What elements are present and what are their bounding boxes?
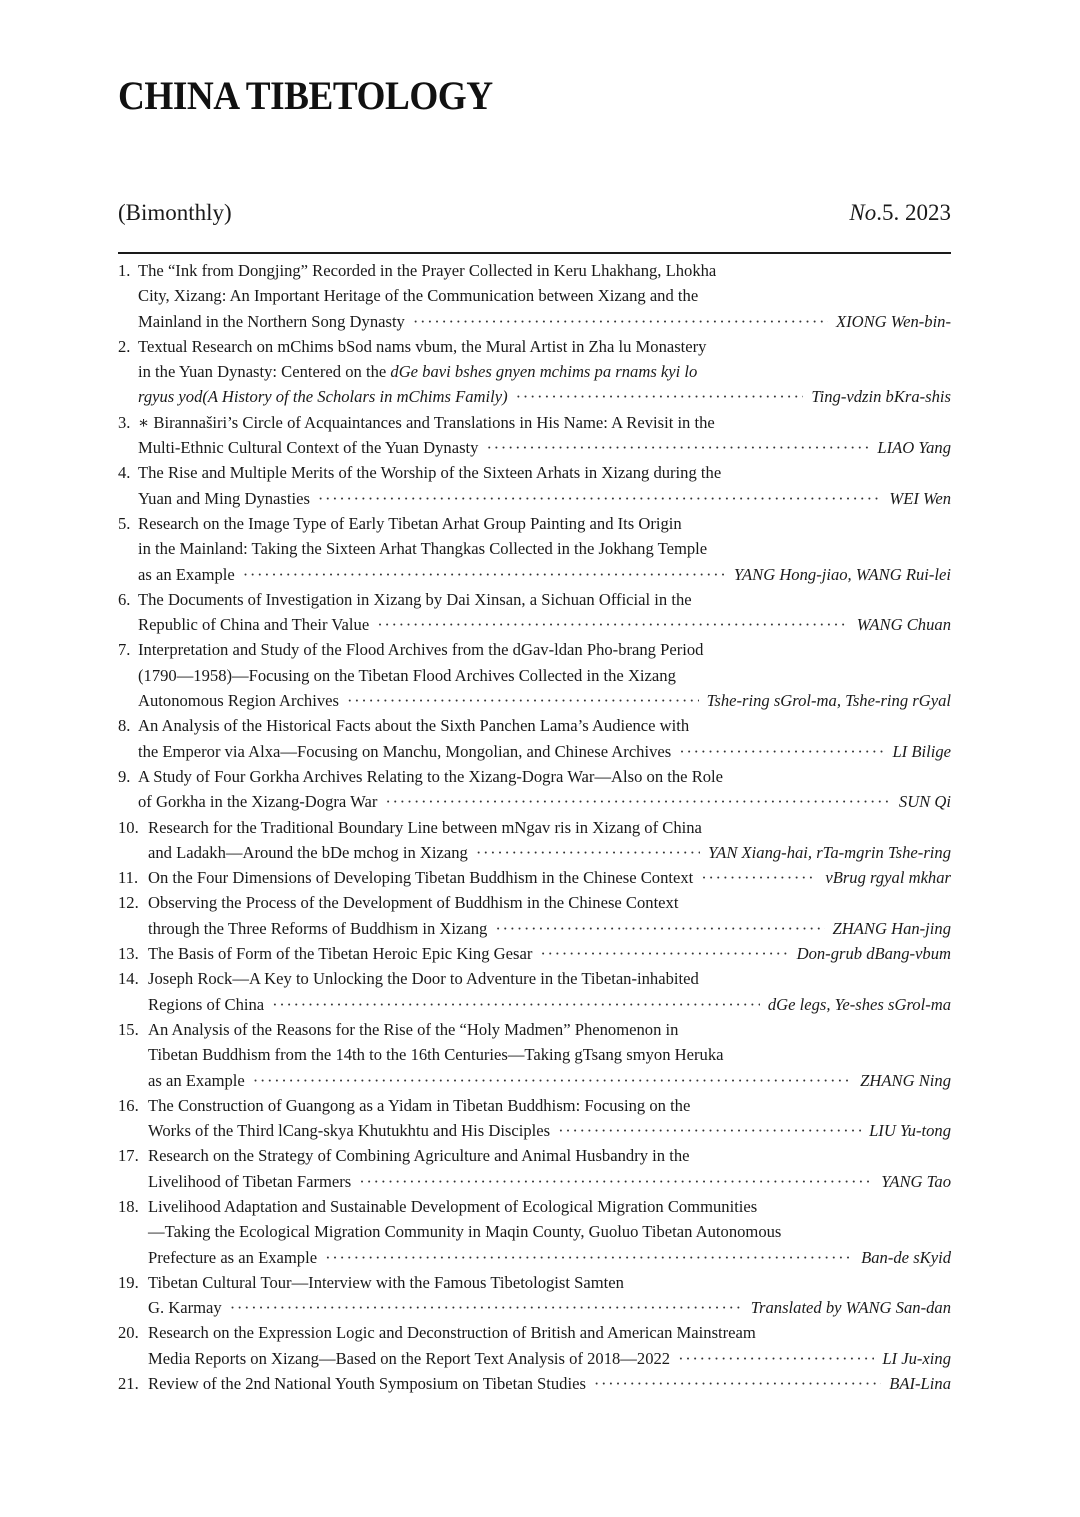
entry-title-last-line: Mainland in the Northern Song Dynasty: [138, 311, 405, 331]
entry-number: 21.: [118, 1374, 139, 1394]
dot-leader: [253, 1068, 852, 1093]
entry-title-last-line: Review of the 2nd National Youth Symposium on Tibetan Studies: [148, 1374, 586, 1394]
toc-entry[interactable]: [118, 1320, 951, 1371]
entry-number: 18.: [118, 1196, 139, 1216]
entry-author: Tshe-ring sGrol-ma, Tshe-ring rGyal: [706, 691, 951, 711]
entry-title-line: City, Xizang: An Important Heritage of the Communication between Xizang and the: [138, 286, 699, 306]
entry-number: 8.: [118, 716, 131, 736]
toc-entry[interactable]: [118, 815, 951, 866]
entry-title-line: Textual Research on mChims bSod nams vbum, the Mural Artist in Zha lu Monastery: [138, 336, 707, 356]
entry-number: 11.: [118, 868, 139, 888]
entry-author: BAI-Lina: [889, 1374, 951, 1394]
entry-number: 19.: [118, 1272, 139, 1292]
entry-title-last-line: Livelihood of Tibetan Farmers: [148, 1171, 352, 1191]
entry-title-last-line: Prefecture as an Example: [148, 1247, 318, 1267]
entry-title-line: [138, 359, 697, 384]
toc-entry[interactable]: [118, 334, 951, 410]
entry-title-line: Observing the Process of the Development of Buddhism in the Chinese Context: [148, 893, 679, 913]
entry-number: 12.: [118, 893, 139, 913]
entry-title-last-line: Works of the Third lCang-skya Khutukhtu and His Disciples: [148, 1121, 551, 1141]
entry-author: Translated by WANG San-dan: [750, 1298, 951, 1318]
entry-number: 10.: [118, 817, 139, 837]
entry-author: vBrug rgyal mkhar: [825, 868, 951, 888]
frequency-label: (Bimonthly): [118, 200, 232, 225]
entry-author: Ban-de sKyid: [861, 1247, 951, 1267]
entry-title-line: The Construction of Guangong as a Yidam in Tibetan Buddhism: Focusing on the: [148, 1095, 691, 1115]
entry-title-italic-segment: dGe bavi bshes gnyen mchims pa rnams kyi lo: [390, 362, 698, 382]
dot-leader: [516, 384, 804, 409]
entry-title-line: (1790—1958)—Focusing on the Tibetan Flood Archives Collected in the Xizang: [138, 665, 676, 685]
entry-title-last-line: G. Karmay: [148, 1298, 222, 1318]
entry-author: dGe legs, Ye-shes sGrol-ma: [767, 994, 951, 1014]
entry-title-line: An Analysis of the Reasons for the Rise of the “Holy Madmen” Phenomenon in: [148, 1019, 679, 1039]
entry-title-last-line: Regions of China: [148, 994, 265, 1014]
entry-author: LI Ju-xing: [882, 1348, 951, 1368]
entry-author: Ting-vdzin bKra-shis: [811, 387, 951, 407]
dot-leader: [325, 1245, 853, 1270]
dot-leader: [377, 612, 849, 637]
entry-number: 16.: [118, 1095, 139, 1115]
toc-entry[interactable]: [118, 258, 951, 334]
toc-entry[interactable]: [118, 1017, 951, 1093]
journal-title: CHINA TIBETOLOGY: [118, 73, 493, 118]
entry-number: 1.: [118, 261, 131, 280]
entry-title-line: Joseph Rock—A Key to Unlocking the Door to Adventure in the Tibetan-inhabited: [148, 969, 699, 989]
entry-number: 9.: [118, 766, 131, 786]
entry-number: 2.: [118, 336, 131, 356]
entry-title-line: Research on the Image Type of Early Tibetan Arhat Group Painting and Its Origin: [138, 513, 682, 533]
entry-number: 17.: [118, 1146, 139, 1166]
issue-meta-row: [118, 200, 951, 226]
entry-title-line: A Study of Four Gorkha Archives Relating to the Xizang-Dogra War—Also on the Role: [138, 766, 724, 786]
issue-rest: .5. 2023: [876, 200, 951, 225]
entry-title-line: The Documents of Investigation in Xizang by Dai Xinsan, a Sichuan Official in the: [138, 589, 692, 609]
toc-entry[interactable]: [118, 410, 951, 461]
entry-author: LI Bilige: [892, 741, 951, 761]
entry-title-last-line: of Gorkha in the Xizang-Dogra War: [138, 792, 378, 812]
issue-prefix: No: [849, 200, 877, 225]
dot-leader: [558, 1118, 861, 1143]
entry-title-last-line: rgyus yod(A History of the Scholars in mChims Family): [138, 387, 508, 407]
toc-entry[interactable]: [118, 1270, 951, 1321]
entry-number: 7.: [118, 640, 131, 660]
entry-title-line: The Rise and Multiple Merits of the Worship of the Sixteen Arhats in Xizang during the: [138, 463, 722, 483]
entry-title-line: Tibetan Buddhism from the 14th to the 16th Centuries—Taking gTsang smyon Heruka: [148, 1045, 724, 1065]
entry-title-line: —Taking the Ecological Migration Community in Maqin County, Guoluo Tibetan Autonomous: [148, 1222, 782, 1242]
dot-leader: [413, 309, 828, 334]
dot-leader: [230, 1295, 743, 1320]
entry-number: 5.: [118, 513, 131, 533]
entry-title-last-line: as an Example: [148, 1070, 245, 1090]
entry-author: LIU Yu-tong: [869, 1121, 951, 1141]
entry-number: 13.: [118, 944, 139, 964]
toc-entry[interactable]: [118, 1143, 951, 1194]
dot-leader: [678, 1346, 874, 1371]
entry-author: WEI Wen: [889, 488, 951, 508]
entry-title-line: Research for the Traditional Boundary Line between mNgav ris in Xizang of China: [148, 817, 702, 837]
entry-title-segment: in the Yuan Dynasty: Centered on the: [138, 362, 391, 382]
entry-title-line: Interpretation and Study of the Flood Archives from the dGav-ldan Pho-brang Period: [138, 640, 704, 660]
toc-entry[interactable]: [118, 1194, 951, 1270]
entry-author: ZHANG Han-jing: [832, 918, 951, 938]
entry-author: SUN Qi: [898, 792, 951, 812]
entry-author: YANG Hong-jiao, WANG Rui-lei: [733, 564, 951, 584]
dot-leader: [359, 1169, 873, 1194]
entry-number: 15.: [118, 1019, 139, 1039]
entry-author: Don-grub dBang-vbum: [796, 944, 951, 964]
entry-title-line: Research on the Expression Logic and Deconstruction of British and American Mainstream: [148, 1323, 756, 1343]
entry-title-line: An Analysis of the Historical Facts about the Sixth Panchen Lama’s Audience with: [138, 716, 690, 736]
entry-title-last-line: Autonomous Region Archives: [138, 691, 339, 711]
issue-number: [849, 200, 951, 226]
entry-title-line: in the Mainland: Taking the Sixteen Arhat Thangkas Collected in the Jokhang Temple: [138, 539, 708, 559]
toc-entry[interactable]: [118, 713, 951, 764]
header-divider: [118, 252, 951, 254]
entry-author: WANG Chuan: [856, 615, 951, 635]
toc-entry[interactable]: [118, 511, 951, 587]
entry-number: 20.: [118, 1323, 139, 1343]
entry-title-last-line: Multi-Ethnic Cultural Context of the Yuan Dynasty: [138, 438, 479, 458]
entry-title-line: Tibetan Cultural Tour—Interview with the Famous Tibetologist Samten: [148, 1272, 624, 1292]
dot-leader: [318, 486, 881, 511]
entry-title-last-line: the Emperor via Alxa—Focusing on Manchu, Mongolian, and Chinese Archives: [138, 741, 672, 761]
dot-leader: [594, 1371, 881, 1396]
toc-entry[interactable]: [118, 1093, 951, 1144]
entry-author: LIAO Yang: [877, 438, 951, 458]
toc-entry[interactable]: [118, 865, 951, 890]
dot-leader: [701, 865, 817, 890]
entry-title-last-line: and Ladakh—Around the bDe mchog in Xizang: [148, 842, 468, 862]
entry-title-last-line: Republic of China and Their Value: [138, 615, 370, 635]
entry-title-line: Research on the Strategy of Combining Agriculture and Animal Husbandry in the: [148, 1146, 690, 1166]
dot-leader: [495, 916, 824, 941]
entry-title-last-line: as an Example: [138, 564, 235, 584]
entry-number: 6.: [118, 589, 131, 609]
entry-number: 3.: [118, 412, 131, 432]
entry-title-line: The “Ink from Dongjing” Recorded in the Prayer Collected in Keru Lhakhang, Lhokha: [138, 261, 717, 280]
toc-entry[interactable]: [118, 587, 951, 638]
toc-entry[interactable]: [118, 637, 951, 713]
toc-entry[interactable]: [118, 1371, 951, 1396]
toc-entry[interactable]: [118, 764, 951, 815]
toc-entry[interactable]: [118, 460, 951, 511]
entry-number: 4.: [118, 463, 131, 483]
toc-entry[interactable]: [118, 890, 951, 941]
entry-number: 14.: [118, 969, 139, 989]
entry-author: YAN Xiang-hai, rTa-mgrin Tshe-ring: [708, 842, 951, 862]
toc-entry[interactable]: [118, 941, 951, 966]
dot-leader: [243, 562, 726, 587]
entry-title-last-line: through the Three Reforms of Buddhism in Xizang: [148, 918, 488, 938]
dot-leader: [347, 688, 699, 713]
entry-title-last-line: Yuan and Ming Dynasties: [138, 488, 310, 508]
entry-author: XIONG Wen-bin-: [835, 311, 951, 331]
dot-leader: [486, 435, 869, 460]
entry-title-line: ∗ Birannaširi’s Circle of Acquaintances and Translations in His Name: A Revisit in the: [138, 412, 715, 432]
table-of-contents: [118, 258, 951, 1396]
dot-leader: [679, 739, 884, 764]
toc-entry[interactable]: [118, 966, 951, 1017]
entry-title-last-line: On the Four Dimensions of Developing Tibetan Buddhism in the Chinese Context: [148, 868, 694, 888]
dot-leader: [272, 992, 760, 1017]
entry-title-last-line: The Basis of Form of the Tibetan Heroic Epic King Gesar: [148, 944, 533, 964]
dot-leader: [540, 941, 788, 966]
entry-author: ZHANG Ning: [860, 1070, 951, 1090]
entry-author: YANG Tao: [881, 1171, 951, 1191]
entry-title-line: Livelihood Adaptation and Sustainable Development of Ecological Migration Communities: [148, 1196, 758, 1216]
dot-leader: [385, 789, 891, 814]
dot-leader: [476, 840, 700, 865]
entry-title-last-line: Media Reports on Xizang—Based on the Report Text Analysis of 2018—2022: [148, 1348, 671, 1368]
